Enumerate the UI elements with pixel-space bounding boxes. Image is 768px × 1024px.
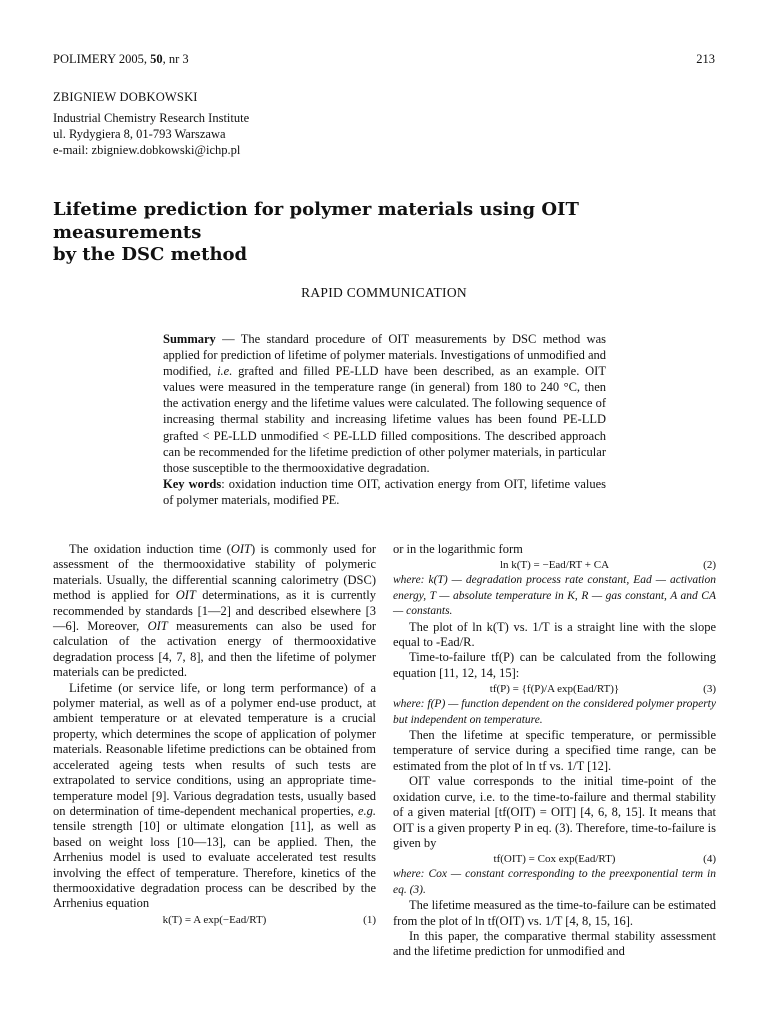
left-column bbox=[53, 542, 376, 928]
equation-1: k(T) = A exp(−Ead/RT) (1) bbox=[162, 913, 376, 926]
right-column bbox=[393, 542, 716, 960]
paragraph: The plot of ln k(T) vs. 1/T is a straight line with the slope equal to -Ead/R. bbox=[393, 619, 716, 650]
email: e-mail: zbigniew.dobkowski@ichp.pl bbox=[53, 143, 241, 157]
paragraph: Then the lifetime at specific temperature, or permissible temperature of service during a specified time range, can be estimated from the plot of ln tf vs. 1/T [12]. bbox=[393, 728, 716, 773]
paragraph: The lifetime measured as the time-to-failure can be estimated from the plot of ln tf(OIT) vs. 1/T [4, 8, 15, 16]. bbox=[393, 898, 716, 928]
section-label: RAPID COMMUNICATION bbox=[301, 285, 467, 300]
running-header: POLIMERY 2005, 50, nr 3 bbox=[53, 52, 189, 66]
equation-legend: where: Cox — constant corresponding to the preexponential term in eq. (3). bbox=[393, 868, 716, 896]
equation-3: tf(P) = {f(P)/A exp(Ead/RT)} (3) bbox=[489, 683, 716, 696]
address: ul. Rydygiera 8, 01-793 Warszawa bbox=[53, 127, 226, 141]
equation-4: tf(OIT) = Cox exp(Ead/RT) (4) bbox=[493, 853, 716, 866]
paragraph: In this paper, the comparative thermal stability assessment and the lifetime prediction for unmodified and bbox=[393, 928, 716, 959]
equation-2: ln k(T) = −Ead/RT + CA (2) bbox=[499, 559, 716, 572]
paragraph: The oxidation induction time (OIT) is commonly used for assessment of the thermooxidative stability of polymeric materials. Usually, the differential scanning calorimetry (DSC) method is applied for OIT determinations, as it is currently recommended by standards [1—2] and described elsewhere [3—6]. Moreover, OIT measurements can also be used for calculation of the activation energy of thermooxidative degradation process [4, 7, 8], and then the lifetime of polymer materials can be predicted. bbox=[53, 542, 376, 680]
summary-abstract: Summary — The standard procedure of OIT measurements by DSC method was applied for prediction of lifetime of polymer materials. Investigations of unmodified and modified, i.e. grafted and filled PE-LLD have been described, as an example. OIT values were measured in the temperature range (in general) from 180 to 240 °C, then the activation energy and the lifetime values were calculated. The following sequence of increasing thermal stability and increasing lifetime values has been found PE-LLD grafted < PE-LLD unmodified < PE-LLD filled compositions. The described approach can be recommended for the lifetime prediction of other polymer materials, in particular those susceptible to the thermooxidative degradation. Key words: oxidation induction time OIT, activation energy from OIT, lifetime values of polymer materials, modified PE. bbox=[163, 332, 607, 507]
equation-legend: where: f(P) — function dependent on the considered polymer property but independent on temperature. bbox=[393, 698, 716, 726]
equation-legend: where: k(T) — degradation process rate constant, Ead — activation energy, T — absolute temperature in K, R — gas constant, A and CA — constants. bbox=[393, 574, 716, 618]
paragraph: or in the logarithmic form bbox=[393, 542, 523, 556]
paragraph: Lifetime (or service life, or long term performance) of a polymer material, as well as of a polymer end-use product, at ambient temperature or at elevated temperature is a crucial property, which determines the scope of application of polymer materials. Reasonable lifetime predictions can be obtained from accelerated ageing tests when results of such tests are extrapolated to service conditions, using an appropriate time-temperature model [9]. Various degradation tests, usually based on determination of time-dependent mechanical properties, e.g. tensile strength [10] or ultimate elongation [11], as well as based on weight loss [10—13], can be applied. Then, the Arrhenius model is used to evaluate accelerated test results involving the effect of temperature. Therefore, kinetics of the thermooxidative degradation process can be described by the Arrhenius equation bbox=[53, 680, 376, 911]
author-affiliation bbox=[53, 110, 249, 158]
paper-title: Lifetime prediction for polymer materials using OIT measurements by the DSC method bbox=[53, 199, 579, 265]
institute: Industrial Chemistry Research Institute bbox=[53, 111, 250, 125]
page-number: 213 bbox=[696, 52, 715, 66]
paragraph: Time-to-failure tf(P) can be calculated from the following equation [11, 12, 14, 15]: bbox=[393, 650, 716, 680]
paragraph: OIT value corresponds to the initial time-point of the oxidation curve, i.e. to the time-to-failure and thermal stability of a given material [tf(OIT) = OIT] [4, 6, 8, 15]. It means that OIT is a given property P in eq. (3). Therefore, time-to-failure is given by bbox=[393, 774, 716, 850]
author-name: ZBIGNIEW DOBKOWSKI bbox=[53, 90, 198, 104]
